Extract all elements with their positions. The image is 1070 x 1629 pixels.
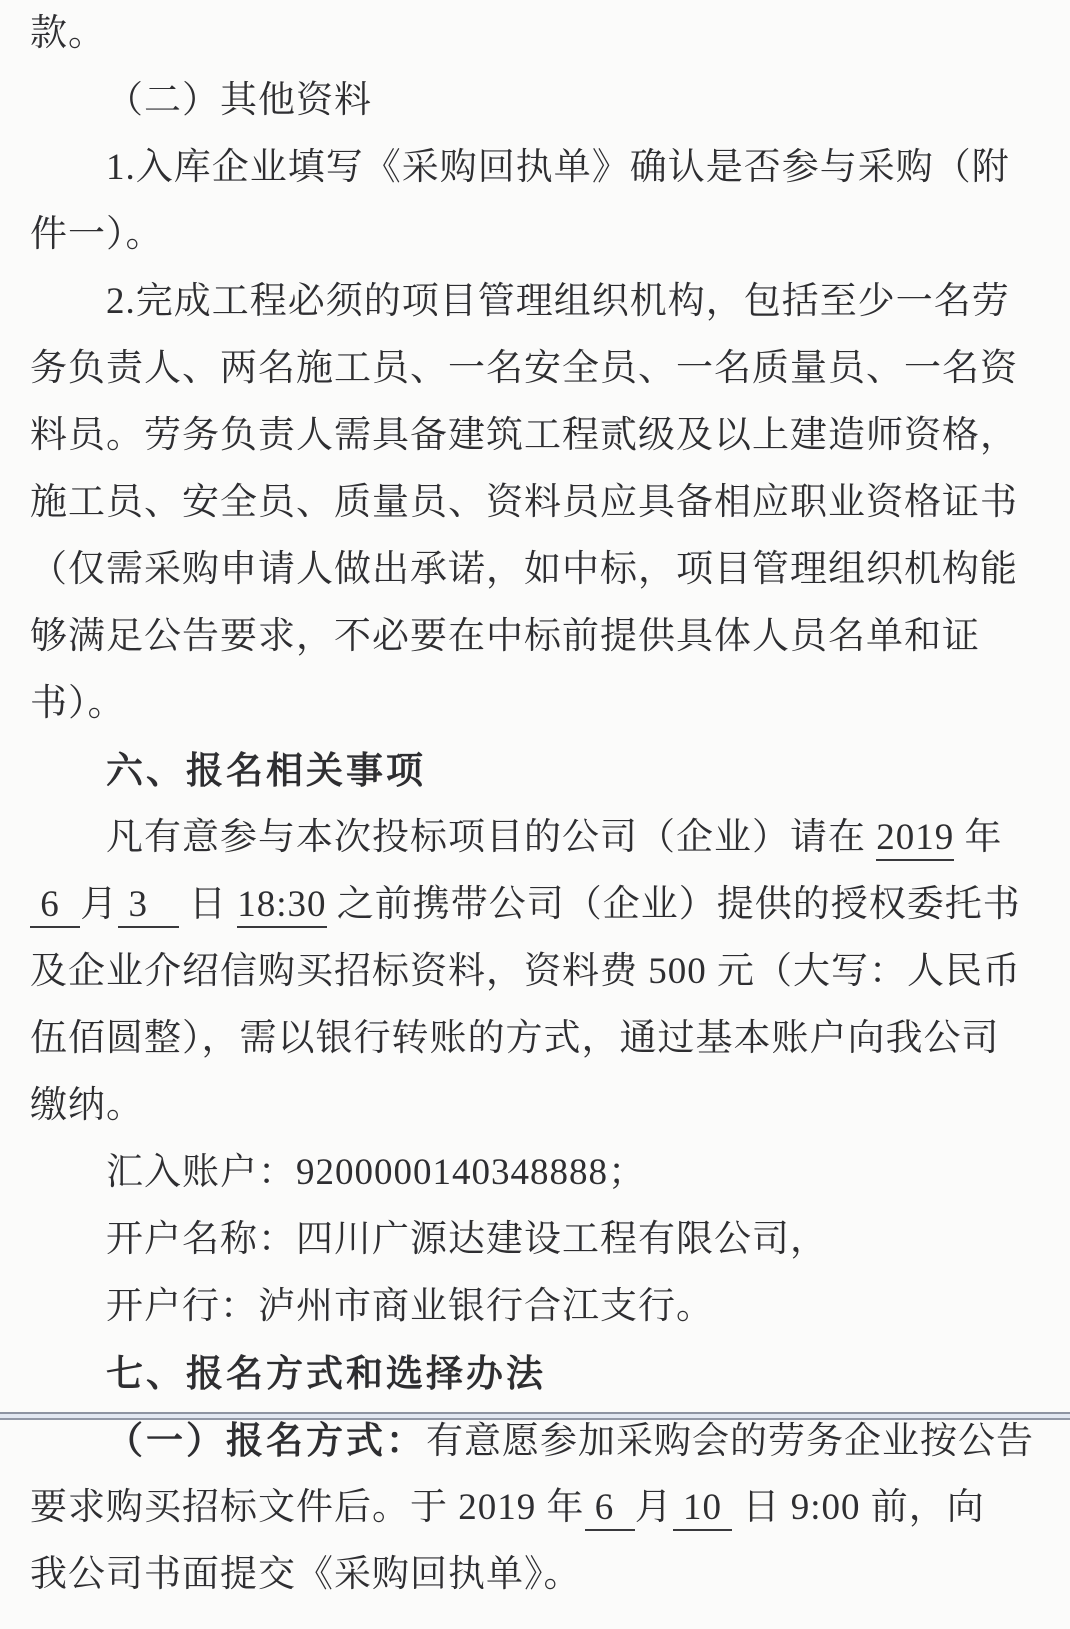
text-run: （二）其他资料 <box>106 80 372 121</box>
text-run: 1.入库企业填写《采购回执单》确认是否参与采购（附 <box>106 147 1010 188</box>
document-line <box>30 1005 1048 1072</box>
text-run: 款。 <box>30 13 106 54</box>
document-line <box>30 1072 1048 1139</box>
document-line <box>30 737 1048 804</box>
text-run: 务负责人、两名施工员、一名安全员、一名质量员、一名资 <box>30 348 1018 389</box>
document-line <box>30 1474 1048 1541</box>
document-line <box>30 1340 1048 1407</box>
text-run: 缴纳。 <box>30 1085 144 1126</box>
text-run: 月 <box>634 1487 673 1528</box>
text-run: 及企业介绍信购买招标资料，资料费 500 元（大写：人民币 <box>30 951 1021 992</box>
text-run: 年 <box>954 817 1003 858</box>
text-run: 件一）。 <box>30 214 164 255</box>
text-run: 伍佰圆整），需以银行转账的方式，通过基本账户向我公司 <box>30 1018 1000 1059</box>
text-run: 够满足公告要求，不必要在中标前提供具体人员名单和证 <box>30 616 980 657</box>
document-line <box>30 1139 1048 1206</box>
text-run: 有意愿参加采购会的劳务企业按公告 <box>426 1421 1034 1462</box>
document-line <box>30 670 1048 737</box>
text-run: 施工员、安全员、质量员、资料员应具备相应职业资格证书 <box>30 482 1018 523</box>
underlined-text: 3 <box>118 884 179 928</box>
text-run: 我公司书面提交《采购回执单》。 <box>30 1554 582 1595</box>
text-run: 凡有意参与本次投标项目的公司（企业）请在 <box>106 817 877 858</box>
document-line <box>30 402 1048 469</box>
document-line <box>30 335 1048 402</box>
underlined-text: 18:30 <box>237 884 326 928</box>
document-line <box>30 134 1048 201</box>
heading-text: 七、报名方式和选择办法 <box>106 1353 546 1394</box>
underlined-text: 10 <box>673 1487 733 1531</box>
document-line <box>30 67 1048 134</box>
text-run: 汇入账户：9200000140348888； <box>106 1152 646 1193</box>
document-line <box>30 536 1048 603</box>
underlined-text: 6 <box>30 884 80 928</box>
text-run: 书）。 <box>30 683 126 724</box>
text-run: 开户名称：四川广源达建设工程有限公司， <box>106 1219 828 1260</box>
document-page <box>30 0 1048 1629</box>
document-line <box>30 201 1048 268</box>
heading-text: 六、报名相关事项 <box>106 750 426 791</box>
heading-text: （一）报名方式： <box>106 1420 426 1461</box>
text-run: 料员。劳务负责人需具备建筑工程贰级及以上建造师资格， <box>30 415 1018 456</box>
document-line <box>30 0 1048 67</box>
document-line <box>30 1541 1048 1608</box>
document-line <box>30 469 1048 536</box>
text-run: 日 9:00 前，向 <box>732 1487 985 1528</box>
underlined-text: 6 <box>585 1487 635 1531</box>
text-run: 之前携带公司（企业）提供的授权委托书 <box>326 884 1021 925</box>
text-run: 月 <box>80 884 119 925</box>
text-run: 2.完成工程必须的项目管理组织机构，包括至少一名劳 <box>106 281 1010 322</box>
document-line <box>30 1206 1048 1273</box>
document-line <box>30 871 1048 938</box>
text-run: 日 <box>178 884 238 925</box>
text-run: （仅需采购申请人做出承诺，如中标，项目管理组织机构能 <box>30 549 1018 590</box>
text-run: 开户行：泸州市商业银行合江支行。 <box>106 1286 714 1327</box>
document-line <box>30 1273 1048 1340</box>
document-line <box>30 268 1048 335</box>
document-line <box>30 938 1048 1005</box>
scan-artifact-line <box>0 1412 1070 1420</box>
document-line <box>30 804 1048 871</box>
document-line <box>30 603 1048 670</box>
underlined-text: 2019 <box>876 817 954 861</box>
text-run: 要求购买招标文件后。于 2019 年 <box>30 1487 585 1528</box>
